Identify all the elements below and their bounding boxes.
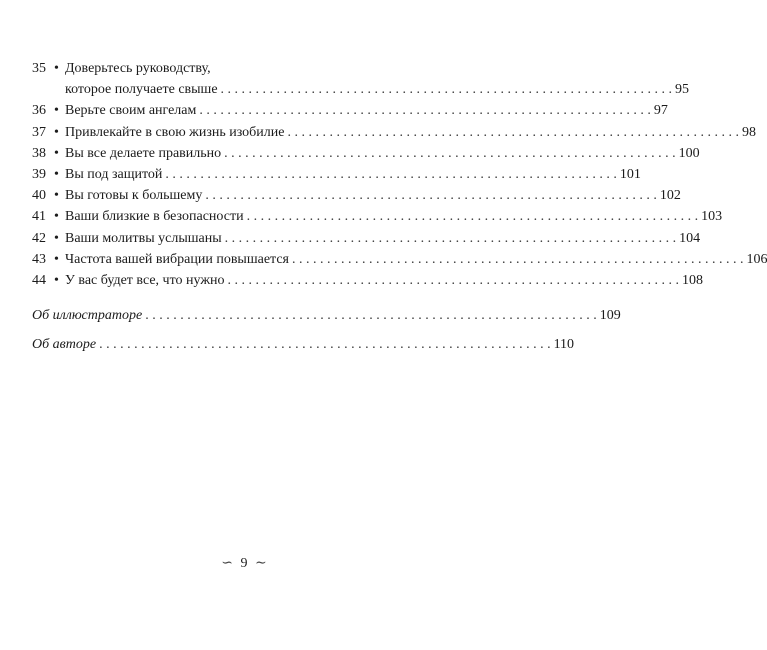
toc-entry-40 [32, 185, 681, 206]
dot-leader [228, 270, 680, 291]
entry-page: 100 [678, 145, 700, 161]
entry-page: 110 [553, 337, 575, 353]
toc-entry-42 [32, 228, 701, 249]
toc-entry-41 [32, 206, 723, 227]
swash-right-ornament-icon: ∼ [255, 556, 267, 571]
entry-title: У вас будет все, что нужно [65, 272, 225, 288]
swash-left-ornament-icon: ∽ [221, 556, 233, 571]
entry-page: 108 [682, 272, 704, 288]
bullet: • [54, 145, 59, 161]
page-number: 9 [240, 556, 248, 571]
dot-leader [292, 249, 744, 270]
bullet: • [54, 61, 59, 76]
entry-title: Ваши молитвы услышаны [65, 230, 222, 246]
table-of-contents [32, 58, 767, 355]
toc-entry-about-illustrator [32, 305, 621, 326]
bullet: • [54, 209, 59, 225]
entry-number: 36 [32, 103, 46, 119]
entry-title: Вы готовы к большему [65, 188, 203, 204]
dot-leader [99, 334, 551, 355]
dot-leader [165, 164, 617, 185]
bullet: • [54, 103, 59, 119]
bullet: • [54, 251, 59, 267]
entry-number: 44 [32, 272, 46, 288]
toc-entry-43 [32, 249, 767, 270]
entry-page: 106 [746, 251, 767, 267]
dot-leader [221, 79, 673, 100]
entry-page: 98 [741, 124, 756, 140]
bullet: • [54, 230, 59, 246]
entry-title: Вы все делаете правильно [65, 145, 222, 161]
entry-number: 38 [32, 145, 46, 161]
entry-number: 39 [32, 166, 46, 182]
toc-entry-38 [32, 143, 700, 164]
entry-number: 40 [32, 188, 46, 204]
bullet: • [54, 272, 59, 288]
toc-entry-about-author [32, 334, 575, 355]
entry-number: 41 [32, 209, 46, 225]
entry-page: 102 [659, 188, 681, 204]
toc-entry-37 [32, 122, 756, 143]
entry-title: Ваши близкие в безопасности [65, 209, 244, 225]
page-folio [0, 555, 488, 572]
entry-title: Частота вашей вибрации повышается [65, 251, 289, 267]
entry-title: Верьте своим ангелам [65, 103, 197, 119]
entry-page: 104 [679, 230, 701, 246]
entry-number: 35 [32, 61, 46, 76]
entry-page: 109 [599, 308, 621, 324]
toc-entry-44 [32, 270, 704, 291]
entry-page: 97 [653, 103, 668, 119]
entry-title: Привлекайте в свою жизнь изобилие [65, 124, 285, 140]
dot-leader [224, 143, 676, 164]
entry-title: Вы под защитой [65, 166, 163, 182]
bullet: • [54, 124, 59, 140]
entry-number: 42 [32, 230, 46, 246]
toc-entry-39 [32, 164, 641, 185]
entry-page: 103 [701, 209, 723, 225]
dot-leader [247, 206, 699, 227]
toc-entry-36 [32, 100, 668, 121]
entry-title: Об авторе [32, 337, 97, 353]
dot-leader [225, 228, 677, 249]
entry-title-line-2: которое получаете свыше [65, 82, 218, 98]
entry-title-line-1: Доверьтесь руководству, [65, 61, 211, 76]
dot-leader [205, 185, 657, 206]
bullet: • [54, 166, 59, 182]
toc-entry-35 [32, 58, 690, 100]
bullet: • [54, 188, 59, 204]
entry-page: 95 [675, 82, 690, 98]
entry-number: 37 [32, 124, 46, 140]
entry-number: 43 [32, 251, 46, 267]
entry-page: 101 [619, 166, 641, 182]
entry-title: Об иллюстраторе [32, 308, 143, 324]
dot-leader [287, 122, 739, 143]
dot-leader [145, 305, 597, 326]
dot-leader [199, 100, 651, 121]
